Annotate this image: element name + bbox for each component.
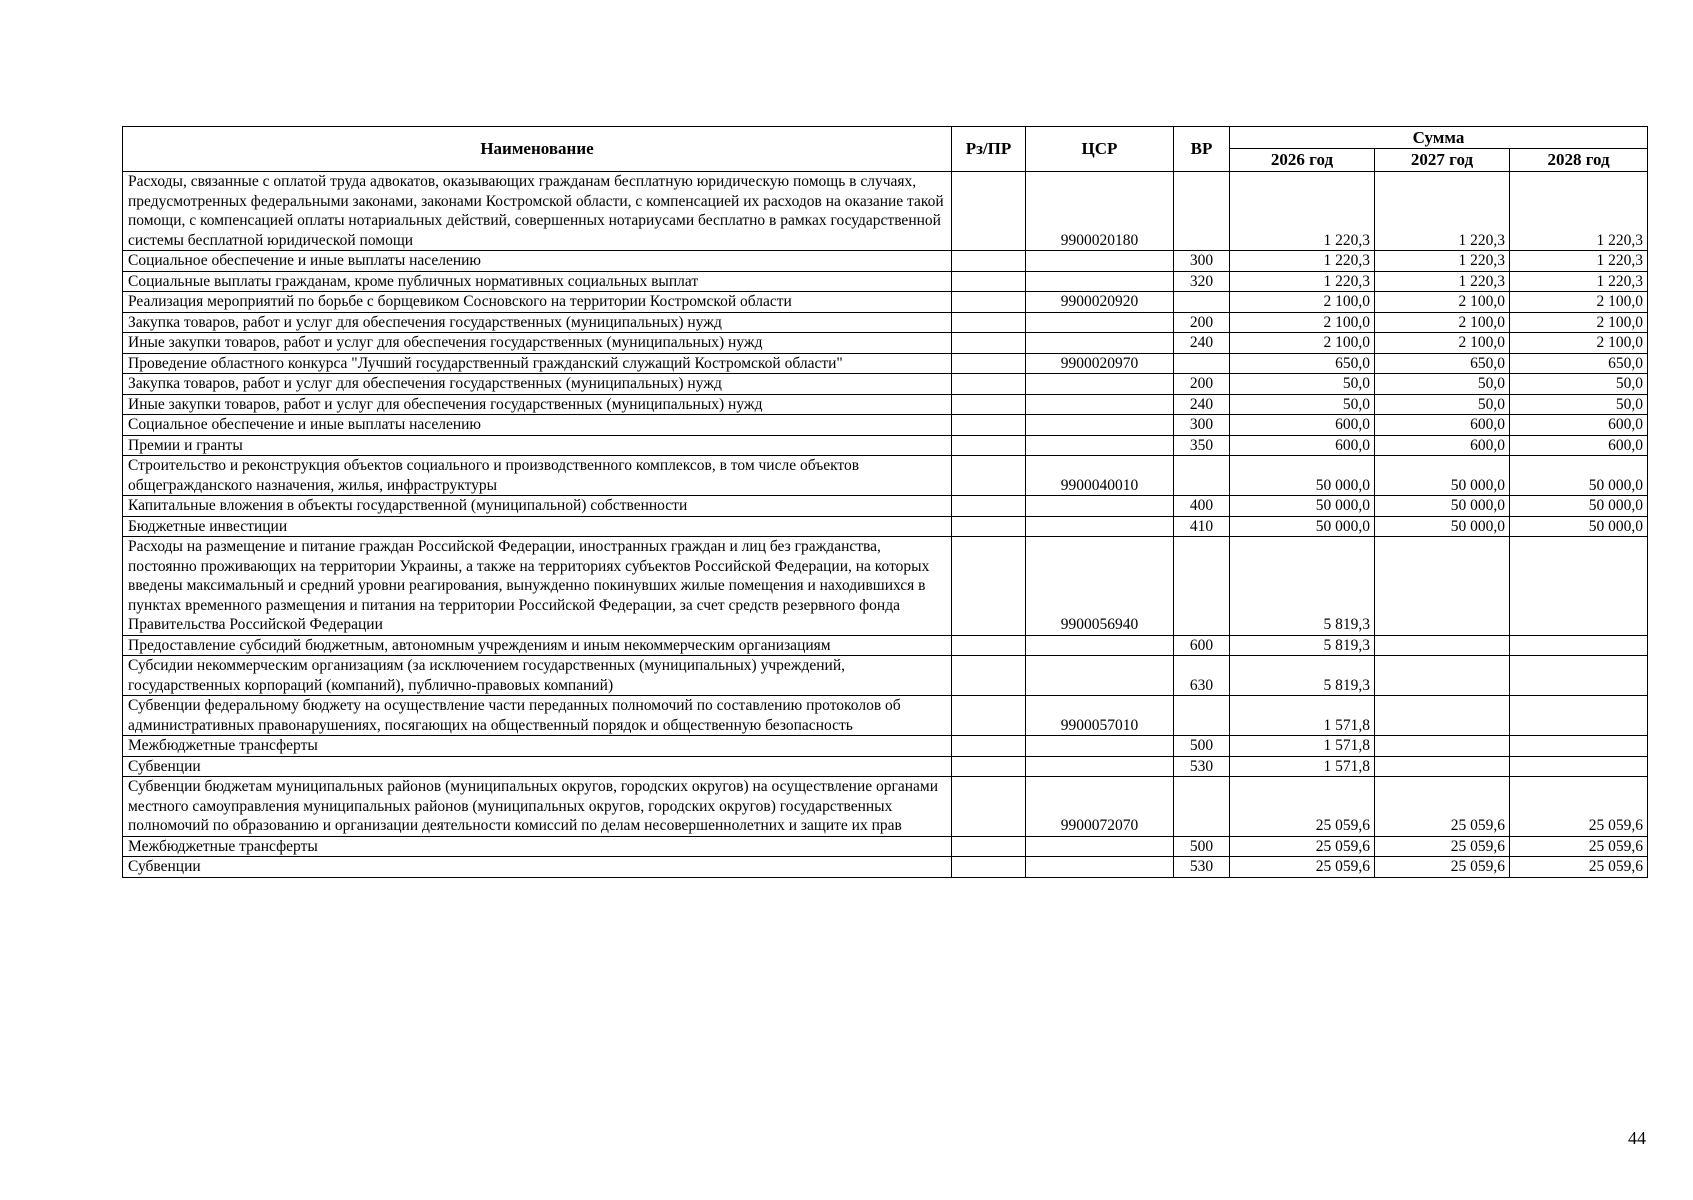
row-amount-2028-cell: 1 220,3 — [1510, 251, 1648, 272]
table-row — [123, 456, 1648, 496]
row-amount-2027-cell: 50 000,0 — [1375, 496, 1510, 517]
row-csr-cell — [1026, 756, 1174, 777]
row-name-cell: Социальное обеспечение и иные выплаты населению — [123, 415, 952, 436]
row-vr-cell: 300 — [1174, 415, 1230, 436]
row-rzpr-cell — [952, 292, 1026, 313]
row-vr-cell: 530 — [1174, 857, 1230, 878]
header-year-2027: 2027 год — [1375, 149, 1510, 172]
row-amount-2028-cell — [1510, 696, 1648, 736]
row-csr-cell: 9900020920 — [1026, 292, 1174, 313]
row-amount-2026-cell: 600,0 — [1230, 415, 1375, 436]
row-name-cell: Субвенции федеральному бюджету на осуществление части переданных полномочий по составлению протоколов об административных правонарушениях, посягающих на общественный порядок и общественную безопасность — [123, 696, 952, 736]
row-amount-2027-cell: 50 000,0 — [1375, 456, 1510, 496]
row-amount-2027-cell: 2 100,0 — [1375, 292, 1510, 313]
table-row — [123, 415, 1648, 436]
table-row — [123, 756, 1648, 777]
row-amount-2028-cell: 2 100,0 — [1510, 312, 1648, 333]
row-amount-2027-cell: 50,0 — [1375, 374, 1510, 395]
row-vr-cell: 500 — [1174, 836, 1230, 857]
row-amount-2026-cell: 5 819,3 — [1230, 635, 1375, 656]
budget-table — [122, 126, 1648, 878]
table-row — [123, 736, 1648, 757]
row-amount-2026-cell: 50 000,0 — [1230, 496, 1375, 517]
row-rzpr-cell — [952, 537, 1026, 636]
row-amount-2027-cell: 1 220,3 — [1375, 172, 1510, 251]
row-csr-cell: 9900020180 — [1026, 172, 1174, 251]
row-amount-2027-cell: 1 220,3 — [1375, 271, 1510, 292]
row-name-cell: Иные закупки товаров, работ и услуг для обеспечения государственных (муниципальных) нужд — [123, 394, 952, 415]
row-amount-2026-cell: 1 220,3 — [1230, 172, 1375, 251]
page-number: 44 — [1628, 1128, 1646, 1148]
row-vr-cell: 320 — [1174, 271, 1230, 292]
row-rzpr-cell — [952, 777, 1026, 837]
table-row — [123, 857, 1648, 878]
table-row — [123, 777, 1648, 837]
row-csr-cell — [1026, 857, 1174, 878]
row-vr-cell — [1174, 537, 1230, 636]
row-rzpr-cell — [952, 516, 1026, 537]
row-csr-cell — [1026, 415, 1174, 436]
row-amount-2026-cell: 1 220,3 — [1230, 251, 1375, 272]
row-amount-2028-cell: 600,0 — [1510, 415, 1648, 436]
table-row — [123, 537, 1648, 636]
row-amount-2027-cell — [1375, 696, 1510, 736]
row-vr-cell — [1174, 696, 1230, 736]
table-row — [123, 251, 1648, 272]
row-csr-cell — [1026, 374, 1174, 395]
row-amount-2027-cell — [1375, 736, 1510, 757]
row-vr-cell: 530 — [1174, 756, 1230, 777]
row-csr-cell: 9900020970 — [1026, 353, 1174, 374]
row-name-cell: Бюджетные инвестиции — [123, 516, 952, 537]
row-rzpr-cell — [952, 496, 1026, 517]
row-rzpr-cell — [952, 172, 1026, 251]
row-name-cell: Строительство и реконструкция объектов социального и производственного комплексов, в том числе объектов общегражданского назначения, жилья, инфраструктуры — [123, 456, 952, 496]
row-amount-2026-cell: 5 819,3 — [1230, 537, 1375, 636]
row-csr-cell — [1026, 251, 1174, 272]
table-row — [123, 271, 1648, 292]
row-amount-2026-cell: 50 000,0 — [1230, 456, 1375, 496]
table-row — [123, 836, 1648, 857]
row-amount-2026-cell: 1 571,8 — [1230, 736, 1375, 757]
row-vr-cell — [1174, 292, 1230, 313]
row-name-cell: Капитальные вложения в объекты государственной (муниципальной) собственности — [123, 496, 952, 517]
row-amount-2027-cell: 25 059,6 — [1375, 777, 1510, 837]
table-row — [123, 394, 1648, 415]
row-amount-2026-cell: 5 819,3 — [1230, 656, 1375, 696]
row-amount-2026-cell: 50 000,0 — [1230, 516, 1375, 537]
row-rzpr-cell — [952, 696, 1026, 736]
row-csr-cell — [1026, 736, 1174, 757]
row-amount-2026-cell: 2 100,0 — [1230, 292, 1375, 313]
row-vr-cell — [1174, 172, 1230, 251]
row-amount-2026-cell: 25 059,6 — [1230, 777, 1375, 837]
row-csr-cell — [1026, 635, 1174, 656]
row-amount-2028-cell — [1510, 656, 1648, 696]
header-year-2028: 2028 год — [1510, 149, 1648, 172]
row-amount-2027-cell: 600,0 — [1375, 435, 1510, 456]
row-rzpr-cell — [952, 333, 1026, 354]
row-amount-2026-cell: 2 100,0 — [1230, 312, 1375, 333]
row-rzpr-cell — [952, 836, 1026, 857]
row-amount-2028-cell — [1510, 736, 1648, 757]
row-amount-2028-cell — [1510, 635, 1648, 656]
row-name-cell: Предоставление субсидий бюджетным, автономным учреждениям и иным некоммерческим организациям — [123, 635, 952, 656]
row-amount-2027-cell — [1375, 656, 1510, 696]
table-row — [123, 516, 1648, 537]
row-rzpr-cell — [952, 756, 1026, 777]
row-vr-cell: 400 — [1174, 496, 1230, 517]
table-row — [123, 696, 1648, 736]
row-amount-2026-cell: 600,0 — [1230, 435, 1375, 456]
row-vr-cell — [1174, 777, 1230, 837]
row-rzpr-cell — [952, 353, 1026, 374]
row-csr-cell — [1026, 656, 1174, 696]
table-row — [123, 312, 1648, 333]
header-vr: ВР — [1174, 127, 1230, 172]
row-rzpr-cell — [952, 857, 1026, 878]
row-name-cell: Расходы на размещение и питание граждан Российской Федерации, иностранных граждан и лиц без гражданства, постоянно проживающих на территории Украины, а также на территориях субъектов Российской Федерации, на которых введены максимальный и средний уровни реагирования, вынужденно покинувших жилые помещения и находившихся в пунктах временного размещения и питания на территории Российской Федерации, за счет средств резервного фонда Правительства Российской Федерации — [123, 537, 952, 636]
row-vr-cell — [1174, 353, 1230, 374]
row-rzpr-cell — [952, 415, 1026, 436]
row-vr-cell: 410 — [1174, 516, 1230, 537]
table-row — [123, 292, 1648, 313]
row-amount-2026-cell: 1 571,8 — [1230, 756, 1375, 777]
header-csr: ЦСР — [1026, 127, 1174, 172]
row-amount-2026-cell: 2 100,0 — [1230, 333, 1375, 354]
row-amount-2026-cell: 1 220,3 — [1230, 271, 1375, 292]
row-amount-2027-cell: 2 100,0 — [1375, 312, 1510, 333]
row-vr-cell: 200 — [1174, 374, 1230, 395]
row-amount-2028-cell: 2 100,0 — [1510, 292, 1648, 313]
row-amount-2027-cell: 600,0 — [1375, 415, 1510, 436]
row-amount-2027-cell: 50,0 — [1375, 394, 1510, 415]
table-row — [123, 635, 1648, 656]
row-amount-2028-cell: 50 000,0 — [1510, 496, 1648, 517]
row-name-cell: Реализация мероприятий по борьбе с борщевиком Сосновского на территории Костромской области — [123, 292, 952, 313]
row-name-cell: Социальное обеспечение и иные выплаты населению — [123, 251, 952, 272]
row-amount-2027-cell — [1375, 635, 1510, 656]
row-amount-2028-cell: 25 059,6 — [1510, 857, 1648, 878]
row-rzpr-cell — [952, 635, 1026, 656]
row-amount-2026-cell: 650,0 — [1230, 353, 1375, 374]
row-vr-cell: 350 — [1174, 435, 1230, 456]
row-vr-cell: 200 — [1174, 312, 1230, 333]
row-amount-2027-cell: 25 059,6 — [1375, 857, 1510, 878]
table-row — [123, 353, 1648, 374]
row-name-cell: Межбюджетные трансферты — [123, 836, 952, 857]
row-name-cell: Премии и гранты — [123, 435, 952, 456]
table-row — [123, 172, 1648, 251]
row-csr-cell: 9900040010 — [1026, 456, 1174, 496]
row-vr-cell: 240 — [1174, 394, 1230, 415]
row-amount-2028-cell: 650,0 — [1510, 353, 1648, 374]
row-vr-cell: 240 — [1174, 333, 1230, 354]
row-amount-2027-cell: 650,0 — [1375, 353, 1510, 374]
row-rzpr-cell — [952, 271, 1026, 292]
row-name-cell: Закупка товаров, работ и услуг для обеспечения государственных (муниципальных) нужд — [123, 312, 952, 333]
row-vr-cell: 300 — [1174, 251, 1230, 272]
row-csr-cell — [1026, 394, 1174, 415]
row-amount-2028-cell: 2 100,0 — [1510, 333, 1648, 354]
row-name-cell: Расходы, связанные с оплатой труда адвокатов, оказывающих гражданам бесплатную юридическую помощь в случаях, предусмотренных федеральными законами, законами Костромской области, с компенсацией их расходов на оказание такой помощи, с компенсацией оплаты нотариальных действий, совершенных нотариусами бесплатно в рамках государственной системы бесплатной юридической помощи — [123, 172, 952, 251]
row-amount-2028-cell: 1 220,3 — [1510, 271, 1648, 292]
row-amount-2027-cell — [1375, 756, 1510, 777]
row-name-cell: Закупка товаров, работ и услуг для обеспечения государственных (муниципальных) нужд — [123, 374, 952, 395]
row-csr-cell — [1026, 836, 1174, 857]
row-amount-2028-cell — [1510, 537, 1648, 636]
row-amount-2027-cell: 1 220,3 — [1375, 251, 1510, 272]
row-amount-2028-cell: 50 000,0 — [1510, 456, 1648, 496]
row-name-cell: Субсидии некоммерческим организациям (за исключением государственных (муниципальных) учреждений, государственных корпораций (компаний), публично-правовых компаний) — [123, 656, 952, 696]
row-amount-2027-cell: 2 100,0 — [1375, 333, 1510, 354]
row-rzpr-cell — [952, 374, 1026, 395]
row-amount-2027-cell — [1375, 537, 1510, 636]
row-rzpr-cell — [952, 251, 1026, 272]
table-row — [123, 435, 1648, 456]
row-csr-cell — [1026, 271, 1174, 292]
row-amount-2028-cell: 25 059,6 — [1510, 777, 1648, 837]
row-csr-cell — [1026, 333, 1174, 354]
row-amount-2028-cell: 25 059,6 — [1510, 836, 1648, 857]
row-amount-2026-cell: 1 571,8 — [1230, 696, 1375, 736]
table-row — [123, 374, 1648, 395]
row-rzpr-cell — [952, 312, 1026, 333]
row-amount-2028-cell: 50,0 — [1510, 394, 1648, 415]
row-amount-2028-cell: 1 220,3 — [1510, 172, 1648, 251]
row-rzpr-cell — [952, 456, 1026, 496]
row-amount-2028-cell: 600,0 — [1510, 435, 1648, 456]
row-rzpr-cell — [952, 736, 1026, 757]
row-name-cell: Проведение областного конкурса "Лучший государственный гражданский служащий Костромской области" — [123, 353, 952, 374]
row-name-cell: Субвенции бюджетам муниципальных районов (муниципальных округов, городских округов) на осуществление органами местного самоуправления муниципальных районов (муниципальных округов, городских округов) государственных полномочий по образованию и организации деятельности комиссий по делам несовершеннолетних и защите их прав — [123, 777, 952, 837]
row-csr-cell — [1026, 435, 1174, 456]
header-year-2026: 2026 год — [1230, 149, 1375, 172]
row-amount-2026-cell: 50,0 — [1230, 374, 1375, 395]
row-amount-2028-cell — [1510, 756, 1648, 777]
row-name-cell: Субвенции — [123, 756, 952, 777]
header-summa: Сумма — [1230, 127, 1648, 149]
row-csr-cell — [1026, 516, 1174, 537]
row-csr-cell: 9900056940 — [1026, 537, 1174, 636]
row-name-cell: Межбюджетные трансферты — [123, 736, 952, 757]
table-row — [123, 496, 1648, 517]
row-vr-cell: 500 — [1174, 736, 1230, 757]
row-csr-cell — [1026, 312, 1174, 333]
table-body — [123, 172, 1648, 878]
row-amount-2026-cell: 25 059,6 — [1230, 836, 1375, 857]
row-amount-2028-cell: 50 000,0 — [1510, 516, 1648, 537]
table-row — [123, 333, 1648, 354]
row-name-cell: Иные закупки товаров, работ и услуг для обеспечения государственных (муниципальных) нужд — [123, 333, 952, 354]
row-csr-cell: 9900072070 — [1026, 777, 1174, 837]
row-name-cell: Субвенции — [123, 857, 952, 878]
row-name-cell: Социальные выплаты гражданам, кроме публичных нормативных социальных выплат — [123, 271, 952, 292]
row-amount-2026-cell: 50,0 — [1230, 394, 1375, 415]
row-amount-2028-cell: 50,0 — [1510, 374, 1648, 395]
row-rzpr-cell — [952, 435, 1026, 456]
row-rzpr-cell — [952, 656, 1026, 696]
table-row — [123, 656, 1648, 696]
row-amount-2027-cell: 25 059,6 — [1375, 836, 1510, 857]
row-amount-2027-cell: 50 000,0 — [1375, 516, 1510, 537]
row-vr-cell: 600 — [1174, 635, 1230, 656]
header-name: Наименование — [123, 127, 952, 172]
header-rzpr: Рз/ПР — [952, 127, 1026, 172]
row-amount-2026-cell: 25 059,6 — [1230, 857, 1375, 878]
row-rzpr-cell — [952, 394, 1026, 415]
row-csr-cell — [1026, 496, 1174, 517]
row-vr-cell: 630 — [1174, 656, 1230, 696]
row-csr-cell: 9900057010 — [1026, 696, 1174, 736]
row-vr-cell — [1174, 456, 1230, 496]
